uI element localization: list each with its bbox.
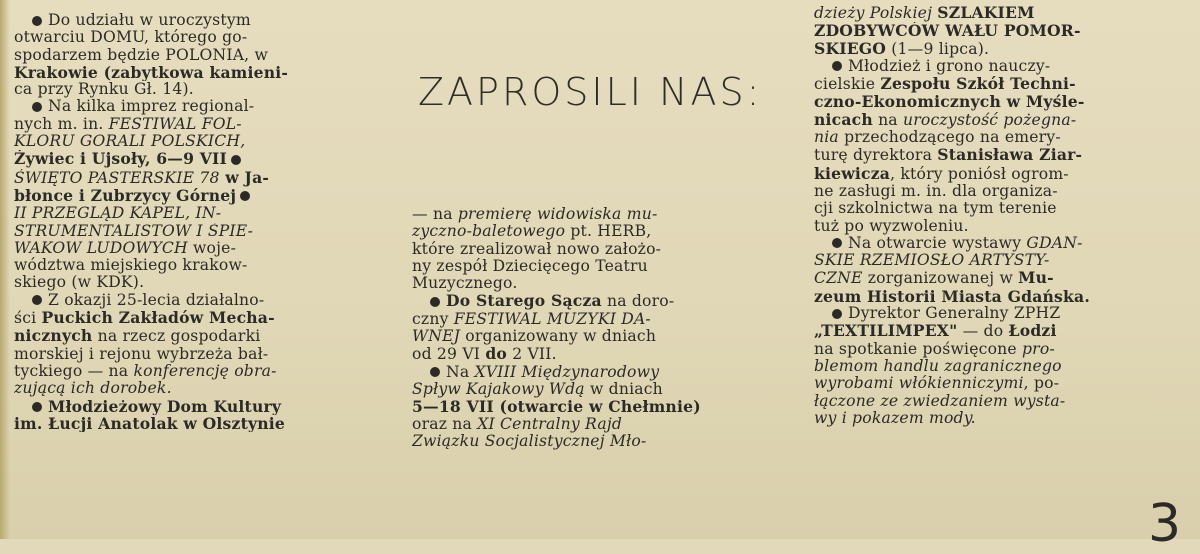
bullet-icon	[32, 402, 42, 412]
bullet-icon	[231, 155, 241, 165]
bullet-icon	[430, 367, 440, 377]
paragraph-regional-events: Na kilka imprez regional- nych m. in. FESTIWAL FOL- KLORU GÓRALI POLSKICH, Żywiec i Ujsoły, 6—9 VII ŚWIĘTO PASTERSKIE 78 w Ja- błonce i Zubrzycy Górnej II PRZEGLĄD KAPEL, IN- STRUMENTALISTÓW I ŚPIE- WAKÓW LUDOWYCH woje- wództwa miejskiego krakow- skiego (w KDK).	[14, 98, 270, 292]
article-title: ZAPROSILI NAS:	[418, 70, 763, 114]
page-number: 3	[1148, 494, 1182, 554]
paragraph-gdansk: Na otwarcie wystawy GDAŃ- SKIE RZEMIOSŁO ARTYSTY- CZNE zorganizowanej w Mu- zeum Historii Miasta Gdańska.	[814, 234, 1090, 306]
paragraph-rajd: dzieży Polskiej SZLAKIEM ZDOBYWCÓW WAŁU POMOR- SKIEGO (1—9 lipca).	[814, 4, 1081, 58]
paragraph-myslenice: Młodzież i grono nauczy- cielskie Zespołu Szkół Techni- czno-Ekonomicznych w Myśle- nicach na uroczystość pożegna- nia przechodzącego na emery- turę dyrektora Stanisława Ziar- kiewicza, który poniósł ogrom- ne zasługi m. in. dla organiza- cji szkolnictwa na tym terenie tuż po wyzwoleniu.	[814, 57, 1085, 235]
text-column-left	[14, 12, 376, 432]
paragraph-olsztyn: Młodzieżowy Dom Kultury im. Łucji Anatolak w Olsztynie	[14, 397, 286, 433]
bullet-icon	[832, 309, 842, 319]
bullet-icon	[32, 16, 42, 26]
bullet-icon	[832, 238, 842, 248]
paragraph-polonia: Do udziału w uroczystym otwarciu DOMU, którego go- spodarzem będzie POLONIA, w Krakowie (zabytkowa kamieni- ca przy Rynku Gł. 14).	[14, 12, 289, 99]
bullet-icon	[240, 191, 250, 201]
bullet-icon	[32, 102, 42, 112]
paragraph-herb: — na premierę widowiska mu- zyczno-baletowego pt. HERB, które zrealizował nowo założo- ny zespół Dziecięcego Teatru Muzycznego.	[412, 206, 662, 293]
bullet-icon	[832, 61, 842, 71]
text-column-right	[814, 4, 1178, 427]
page-edge-shadow	[0, 0, 10, 539]
paragraph-stary-sacz: Do Starego Sącza na doro- czny FESTIWAL MUZYKI DA- WNEJ organizowany w dniach od 29 VI do 2 VII.	[412, 292, 675, 364]
text-column-middle	[412, 206, 772, 450]
bullet-icon	[32, 295, 42, 305]
paragraph-kayak: Na XVIII Międzynarodowy Spływ Kajakowy Wdą w dniach 5—18 VII (otwarcie w Chełmnie) oraz na XI Centralny Rajd Związku Socjalistycznej Mło-	[412, 363, 701, 450]
bullet-icon	[430, 297, 440, 307]
paragraph-puck: Z okazji 25-lecia działalno- ści Puckich Zakładów Mecha- nicznych na rzecz gospodarki morskiej i rejonu wybrzeża bał- tyckiego — na konferencję obra- zującą ich dorobek.	[14, 291, 277, 398]
paragraph-textilimpex: Dyrektor Generalny ZPHZ „TEXTILIMPEX" — do Łodzi na spotkanie poświęcone pro- blemom handlu zagranicznego wyrobami włókienniczymi, po- łączone ze zwiedzaniem wysta- wy i pokazem mody.	[814, 305, 1066, 427]
